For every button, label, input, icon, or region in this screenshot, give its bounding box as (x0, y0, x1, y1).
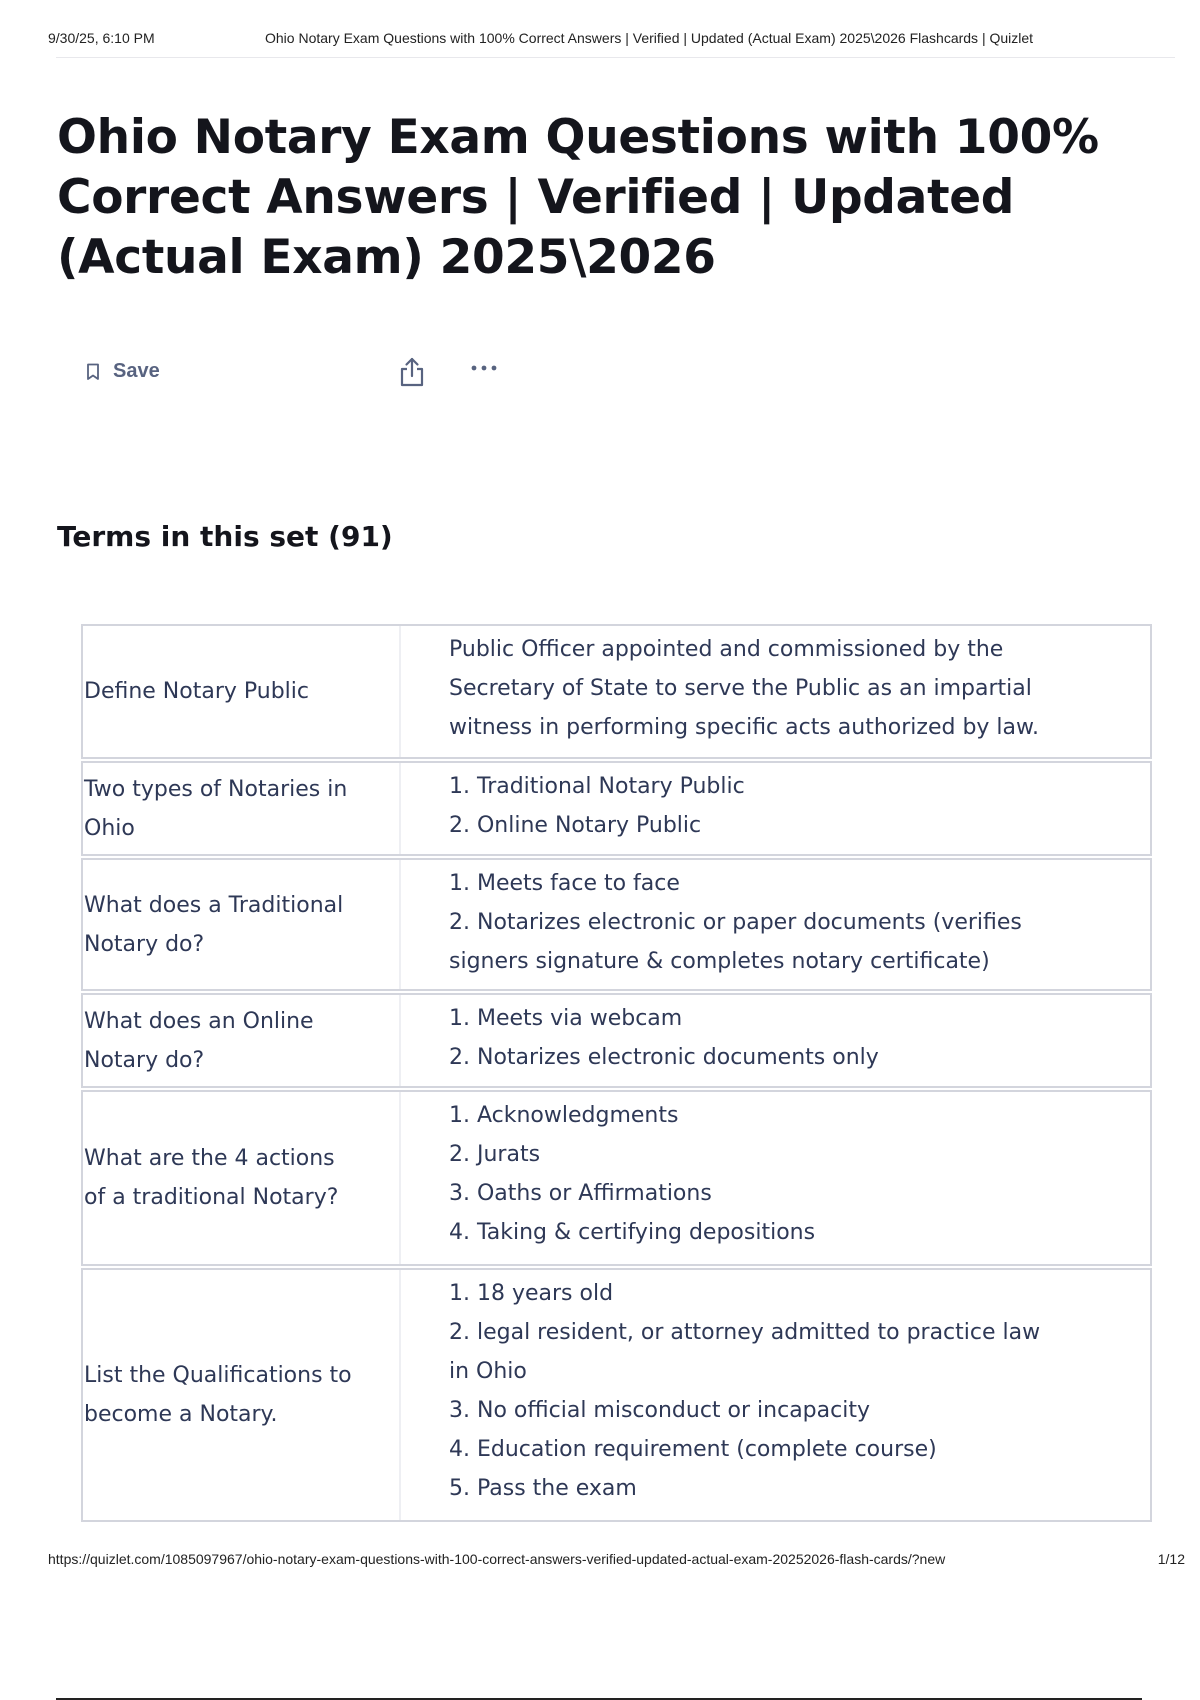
definition-text (401, 626, 1150, 757)
page-title: Ohio Notary Exam Questions with 100% Correct Answers | Verified | Updated (Actual Exam) 2025\2026 (57, 110, 1099, 285)
definition-line: 5. Pass the exam (449, 1476, 637, 1501)
definition-line: 1. Acknowledgments (449, 1103, 679, 1128)
definition-line: 2. Jurats (449, 1142, 541, 1167)
definition-text (401, 1092, 1150, 1264)
definition-text (401, 860, 1150, 989)
term-text: List the Qualifications to become a Notary. (83, 1270, 401, 1520)
definition-text (401, 995, 1150, 1086)
share-icon (398, 356, 426, 388)
print-header (48, 30, 1160, 46)
save-label: Save (113, 360, 160, 382)
definition-line: 4. Taking & certifying depositions (449, 1220, 816, 1245)
terms-list (81, 624, 1152, 1524)
save-button[interactable] (86, 360, 160, 383)
definition-text (401, 1270, 1150, 1520)
term-text: What are the 4 actions of a traditional Notary? (83, 1092, 401, 1264)
bookmark-icon (86, 363, 100, 381)
definition-text (401, 763, 1150, 854)
definition-line: signers signature & completes notary certificate) (449, 949, 990, 974)
term-card[interactable] (81, 1268, 1152, 1522)
definition-line: Secretary of State to serve the Public as an impartial (449, 676, 1032, 701)
print-url: https://quizlet.com/1085097967/ohio-notary-exam-questions-with-100-correct-answers-verified-updated-actual-exam-20252026-flash-cards/?new (48, 1551, 946, 1567)
print-footer (48, 1551, 1185, 1567)
definition-line: 1. Meets via webcam (449, 1006, 683, 1031)
share-button[interactable] (398, 356, 426, 393)
header-divider (56, 57, 1175, 58)
definition-line: 4. Education requirement (complete course) (449, 1437, 937, 1462)
term-card[interactable] (81, 1090, 1152, 1266)
page-number: 1/12 (1157, 1551, 1185, 1567)
definition-line: Public Officer appointed and commissioned by the (449, 637, 1004, 662)
definition-line: 2. Online Notary Public (449, 813, 702, 838)
set-actions-bar (86, 360, 506, 392)
definition-line: in Ohio (449, 1359, 527, 1384)
more-options-icon (470, 360, 500, 376)
term-card[interactable] (81, 858, 1152, 991)
print-doc-title: Ohio Notary Exam Questions with 100% Correct Answers | Verified | Updated (Actual Exam) 2025\2026 Flashcards | Quizlet (265, 30, 1034, 46)
term-text: What does a Traditional Notary do? (83, 860, 401, 989)
term-text: Two types of Notaries in Ohio (83, 763, 401, 854)
term-card[interactable] (81, 624, 1152, 759)
definition-line: witness in performing specific acts authorized by law. (449, 715, 1039, 740)
definition-line: 2. Notarizes electronic documents only (449, 1045, 879, 1070)
term-card[interactable] (81, 993, 1152, 1088)
definition-line: 3. Oaths or Affirmations (449, 1181, 712, 1206)
definition-line: 1. Meets face to face (449, 871, 680, 896)
term-text: What does an Online Notary do? (83, 995, 401, 1086)
definition-line: 1. 18 years old (449, 1281, 614, 1306)
definition-line: 1. Traditional Notary Public (449, 774, 745, 799)
more-options-button[interactable] (470, 360, 500, 381)
definition-line: 2. legal resident, or attorney admitted to practice law (449, 1320, 1041, 1345)
terms-heading: Terms in this set (91) (57, 520, 393, 553)
definition-line: 3. No official misconduct or incapacity (449, 1398, 870, 1423)
term-card[interactable] (81, 761, 1152, 856)
term-text: Define Notary Public (83, 626, 401, 757)
definition-line: 2. Notarizes electronic or paper documents (verifies (449, 910, 1022, 935)
print-date: 9/30/25, 6:10 PM (48, 30, 155, 46)
